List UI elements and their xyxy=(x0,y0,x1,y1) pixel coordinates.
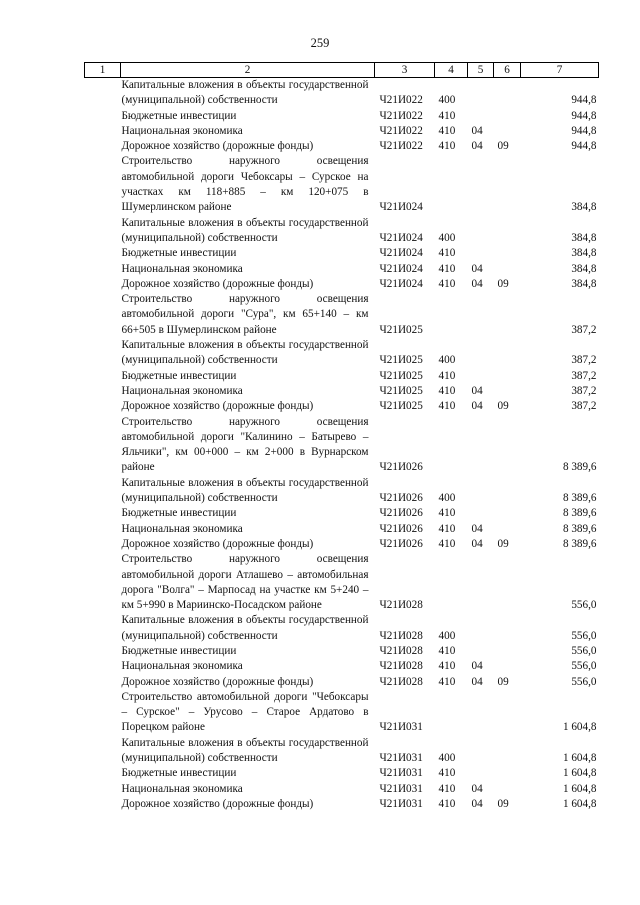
row-code: Ч21И025 xyxy=(379,323,423,336)
row-col-4: 410 xyxy=(438,277,456,290)
row-col-4: 410 xyxy=(438,522,456,535)
row-name: Строительство наружного освещения автомобильной дороги Чебоксары – Сурское на участках км 118+885 – км 120+075 в Шумерлинском районе xyxy=(121,155,369,214)
row-col-4: 410 xyxy=(438,124,456,137)
table-row xyxy=(85,338,599,369)
row-code: Ч21И026 xyxy=(379,537,423,550)
row-col-1 xyxy=(85,277,121,292)
row-code: Ч21И024 xyxy=(379,262,423,275)
row-amount: 944,8 xyxy=(571,124,597,137)
row-col-1 xyxy=(85,338,121,369)
row-col-1 xyxy=(85,124,121,139)
row-col-5 xyxy=(468,154,494,215)
row-name: Дорожное хозяйство (дорожные фонды) xyxy=(121,675,314,688)
row-col-1 xyxy=(85,644,121,659)
row-col-1 xyxy=(85,292,121,338)
row-code: Ч21И022 xyxy=(379,140,423,153)
table-row xyxy=(85,659,599,674)
row-col-4: 410 xyxy=(438,537,456,550)
row-code: Ч21И028 xyxy=(379,599,423,612)
row-name: Дорожное хозяйство (дорожные фонды) xyxy=(121,400,314,413)
row-code: Ч21И024 xyxy=(379,201,423,214)
row-name: Бюджетные инвестиции xyxy=(121,247,237,260)
row-name: Капитальные вложения в объекты государственной (муниципальной) собственности xyxy=(121,79,369,107)
row-code: Ч21И028 xyxy=(379,644,423,657)
row-col-1 xyxy=(85,675,121,690)
row-col-4: 400 xyxy=(438,629,456,642)
row-col-4: 410 xyxy=(438,384,456,397)
row-col-6 xyxy=(494,262,521,277)
row-col-4: 410 xyxy=(438,797,456,810)
row-col-1 xyxy=(85,476,121,507)
table-body xyxy=(85,78,599,813)
row-col-4: 410 xyxy=(438,369,456,382)
row-code: Ч21И022 xyxy=(379,94,423,107)
row-name: Дорожное хозяйство (дорожные фонды) xyxy=(121,537,314,550)
row-col-5 xyxy=(468,690,494,736)
table-row xyxy=(85,124,599,139)
row-col-1 xyxy=(85,797,121,812)
row-col-1 xyxy=(85,690,121,736)
row-col-6 xyxy=(494,659,521,674)
header-col-2: 2 xyxy=(121,63,375,78)
row-name: Национальная экономика xyxy=(121,782,243,795)
row-col-6 xyxy=(494,246,521,261)
row-col-5: 04 xyxy=(471,797,483,810)
row-amount: 8 389,6 xyxy=(562,492,597,505)
row-amount: 1 604,8 xyxy=(562,752,597,765)
row-col-5: 04 xyxy=(471,522,483,535)
row-col-5 xyxy=(468,766,494,781)
row-col-6 xyxy=(494,506,521,521)
row-col-5: 04 xyxy=(471,140,483,153)
row-code: Ч21И026 xyxy=(379,492,423,505)
row-name: Бюджетные инвестиции xyxy=(121,369,237,382)
row-col-1 xyxy=(85,736,121,767)
row-col-4 xyxy=(435,292,468,338)
row-col-5 xyxy=(468,78,494,109)
table-row xyxy=(85,139,599,154)
row-amount: 944,8 xyxy=(571,94,597,107)
row-amount: 944,8 xyxy=(571,140,597,153)
row-code: Ч21И031 xyxy=(379,721,423,734)
table-row xyxy=(85,736,599,767)
row-code: Ч21И031 xyxy=(379,782,423,795)
row-col-4 xyxy=(435,552,468,613)
row-col-5: 04 xyxy=(471,400,483,413)
row-col-6 xyxy=(494,736,521,767)
row-col-5 xyxy=(468,552,494,613)
row-col-4: 410 xyxy=(438,660,456,673)
row-code: Ч21И028 xyxy=(379,675,423,688)
row-col-5 xyxy=(468,644,494,659)
row-amount: 8 389,6 xyxy=(562,522,597,535)
row-name: Национальная экономика xyxy=(121,522,243,535)
row-col-4: 410 xyxy=(438,644,456,657)
table-row xyxy=(85,506,599,521)
row-col-1 xyxy=(85,613,121,644)
table-row xyxy=(85,782,599,797)
row-col-5 xyxy=(468,415,494,476)
row-name: Капитальные вложения в объекты государственной (муниципальной) собственности xyxy=(121,614,369,642)
budget-table xyxy=(84,62,599,812)
header-col-6: 6 xyxy=(494,63,521,78)
row-col-6 xyxy=(494,415,521,476)
row-col-5: 04 xyxy=(471,782,483,795)
row-col-4: 400 xyxy=(438,94,456,107)
row-amount: 384,8 xyxy=(571,277,597,290)
header-col-3: 3 xyxy=(375,63,435,78)
table-row xyxy=(85,109,599,124)
row-col-4: 400 xyxy=(438,492,456,505)
table-row xyxy=(85,415,599,476)
row-name: Бюджетные инвестиции xyxy=(121,507,237,520)
row-col-1 xyxy=(85,552,121,613)
row-col-5: 04 xyxy=(471,537,483,550)
row-amount: 384,8 xyxy=(571,231,597,244)
table-row xyxy=(85,476,599,507)
row-col-6 xyxy=(494,613,521,644)
table-row xyxy=(85,277,599,292)
table-row xyxy=(85,399,599,414)
row-amount: 556,0 xyxy=(571,644,597,657)
row-col-5: 04 xyxy=(471,262,483,275)
row-col-4 xyxy=(435,690,468,736)
row-amount: 384,8 xyxy=(571,247,597,260)
row-col-5 xyxy=(468,109,494,124)
row-name: Капитальные вложения в объекты государственной (муниципальной) собственности xyxy=(121,339,369,367)
table-row xyxy=(85,262,599,277)
row-col-1 xyxy=(85,246,121,261)
row-col-6 xyxy=(494,552,521,613)
row-col-4: 410 xyxy=(438,247,456,260)
row-col-6 xyxy=(494,124,521,139)
row-name: Дорожное хозяйство (дорожные фонды) xyxy=(121,797,314,810)
row-code: Ч21И026 xyxy=(379,461,423,474)
table-row xyxy=(85,690,599,736)
row-amount: 8 389,6 xyxy=(562,507,597,520)
row-col-5 xyxy=(468,292,494,338)
row-name: Капитальные вложения в объекты государственной (муниципальной) собственности xyxy=(121,216,369,244)
row-col-6 xyxy=(494,369,521,384)
row-amount: 556,0 xyxy=(571,660,597,673)
row-name: Национальная экономика xyxy=(121,660,243,673)
row-col-5 xyxy=(468,369,494,384)
row-col-4: 410 xyxy=(438,400,456,413)
row-col-1 xyxy=(85,154,121,215)
row-name: Строительство наружного освещения автомобильной дороги "Сура", км 65+140 – км 66+505 в Шумерлинском районе xyxy=(121,293,369,336)
header-col-7: 7 xyxy=(521,63,599,78)
row-col-1 xyxy=(85,659,121,674)
row-amount: 387,2 xyxy=(571,323,597,336)
row-code: Ч21И024 xyxy=(379,247,423,260)
row-col-1 xyxy=(85,506,121,521)
row-name: Национальная экономика xyxy=(121,384,243,397)
row-col-6 xyxy=(494,766,521,781)
row-col-6: 09 xyxy=(497,797,509,810)
table-row xyxy=(85,522,599,537)
row-col-1 xyxy=(85,139,121,154)
row-col-4: 410 xyxy=(438,262,456,275)
row-col-6: 09 xyxy=(497,675,509,688)
table-row xyxy=(85,216,599,247)
row-amount: 1 604,8 xyxy=(562,767,597,780)
row-col-6: 09 xyxy=(497,277,509,290)
row-col-1 xyxy=(85,216,121,247)
row-col-4: 400 xyxy=(438,354,456,367)
row-col-5 xyxy=(468,246,494,261)
header-col-1: 1 xyxy=(85,63,121,78)
row-col-1 xyxy=(85,78,121,109)
row-code: Ч21И022 xyxy=(379,124,423,137)
row-name: Строительство наружного освещения автомобильной дороги Атлашево – автомобильная дорога "Волга" – Марпосад на участке км 5+240 – км 5+990 в Мариинско-Посадском районе xyxy=(121,553,369,612)
row-code: Ч21И025 xyxy=(379,400,423,413)
row-col-6: 09 xyxy=(497,537,509,550)
row-code: Ч21И026 xyxy=(379,522,423,535)
row-col-4 xyxy=(435,154,468,215)
row-amount: 1 604,8 xyxy=(562,782,597,795)
row-col-4: 410 xyxy=(438,507,456,520)
row-col-6 xyxy=(494,690,521,736)
row-name: Бюджетные инвестиции xyxy=(121,644,237,657)
row-code: Ч21И031 xyxy=(379,752,423,765)
row-name: Дорожное хозяйство (дорожные фонды) xyxy=(121,277,314,290)
row-col-5: 04 xyxy=(471,660,483,673)
row-col-6 xyxy=(494,338,521,369)
row-name: Национальная экономика xyxy=(121,124,243,137)
row-amount: 384,8 xyxy=(571,201,597,214)
row-col-6 xyxy=(494,522,521,537)
row-code: Ч21И031 xyxy=(379,797,423,810)
row-col-1 xyxy=(85,369,121,384)
row-col-6 xyxy=(494,782,521,797)
row-col-1 xyxy=(85,782,121,797)
row-col-4: 410 xyxy=(438,140,456,153)
row-col-6 xyxy=(494,292,521,338)
row-col-1 xyxy=(85,262,121,277)
row-col-6 xyxy=(494,216,521,247)
row-amount: 1 604,8 xyxy=(562,797,597,810)
row-col-6: 09 xyxy=(497,140,509,153)
row-col-6: 09 xyxy=(497,400,509,413)
row-col-1 xyxy=(85,415,121,476)
row-col-5 xyxy=(468,216,494,247)
table-row xyxy=(85,644,599,659)
table-row xyxy=(85,369,599,384)
row-amount: 387,2 xyxy=(571,354,597,367)
row-code: Ч21И031 xyxy=(379,767,423,780)
table-row xyxy=(85,797,599,812)
row-name: Национальная экономика xyxy=(121,262,243,275)
row-amount: 1 604,8 xyxy=(562,721,597,734)
table-header xyxy=(85,63,599,78)
row-col-6 xyxy=(494,78,521,109)
row-code: Ч21И026 xyxy=(379,507,423,520)
row-col-5: 04 xyxy=(471,277,483,290)
row-col-5: 04 xyxy=(471,675,483,688)
table-row xyxy=(85,766,599,781)
row-col-5: 04 xyxy=(471,124,483,137)
table-row xyxy=(85,78,599,109)
row-col-5 xyxy=(468,506,494,521)
row-name: Бюджетные инвестиции xyxy=(121,109,237,122)
table-row xyxy=(85,246,599,261)
row-col-1 xyxy=(85,766,121,781)
row-col-4: 400 xyxy=(438,231,456,244)
row-col-1 xyxy=(85,537,121,552)
header-row xyxy=(85,63,599,78)
row-code: Ч21И025 xyxy=(379,354,423,367)
row-amount: 384,8 xyxy=(571,262,597,275)
header-col-4: 4 xyxy=(435,63,468,78)
row-col-1 xyxy=(85,522,121,537)
row-amount: 556,0 xyxy=(571,629,597,642)
table-row xyxy=(85,613,599,644)
table-row xyxy=(85,292,599,338)
row-col-1 xyxy=(85,384,121,399)
row-amount: 8 389,6 xyxy=(562,537,597,550)
row-amount: 944,8 xyxy=(571,109,597,122)
row-name: Дорожное хозяйство (дорожные фонды) xyxy=(121,140,314,153)
row-col-1 xyxy=(85,109,121,124)
row-code: Ч21И025 xyxy=(379,369,423,382)
row-col-5 xyxy=(468,338,494,369)
table-row xyxy=(85,675,599,690)
row-col-6 xyxy=(494,644,521,659)
row-name: Строительство автомобильной дороги "Чебоксары – Сурское" – Урусово – Старое Ардатово в Порецком районе xyxy=(121,690,369,734)
table-row xyxy=(85,552,599,613)
table-row xyxy=(85,537,599,552)
row-col-1 xyxy=(85,399,121,414)
row-amount: 8 389,6 xyxy=(562,461,597,474)
row-code: Ч21И024 xyxy=(379,231,423,244)
row-col-4 xyxy=(435,415,468,476)
row-col-5 xyxy=(468,476,494,507)
row-col-5 xyxy=(468,613,494,644)
row-code: Ч21И024 xyxy=(379,277,423,290)
row-col-6 xyxy=(494,109,521,124)
page-number: 259 xyxy=(310,36,330,50)
row-col-6 xyxy=(494,476,521,507)
row-col-4: 410 xyxy=(438,782,456,795)
row-name: Бюджетные инвестиции xyxy=(121,767,237,780)
row-col-6 xyxy=(494,154,521,215)
row-col-5 xyxy=(468,736,494,767)
table-row xyxy=(85,384,599,399)
row-code: Ч21И025 xyxy=(379,384,423,397)
row-name: Строительство наружного освещения автомобильной дороги "Калинино – Батырево – Яльчики", км 00+000 – км 2+000 в Вурнарском районе xyxy=(121,415,369,474)
row-col-4: 410 xyxy=(438,109,456,122)
row-col-4: 400 xyxy=(438,752,456,765)
row-amount: 387,2 xyxy=(571,369,597,382)
table-row xyxy=(85,154,599,215)
row-amount: 387,2 xyxy=(571,400,597,413)
header-col-5: 5 xyxy=(468,63,494,78)
row-name: Капитальные вложения в объекты государственной (муниципальной) собственности xyxy=(121,736,369,765)
row-col-5: 04 xyxy=(471,384,483,397)
row-amount: 556,0 xyxy=(571,675,597,688)
row-code: Ч21И028 xyxy=(379,629,423,642)
row-col-4: 410 xyxy=(438,675,456,688)
row-code: Ч21И022 xyxy=(379,109,423,122)
row-amount: 387,2 xyxy=(571,384,597,397)
row-amount: 556,0 xyxy=(571,599,597,612)
row-col-6 xyxy=(494,384,521,399)
row-name: Капитальные вложения в объекты государственной (муниципальной) собственности xyxy=(121,476,369,505)
row-col-4: 410 xyxy=(438,767,456,780)
row-code: Ч21И028 xyxy=(379,660,423,673)
